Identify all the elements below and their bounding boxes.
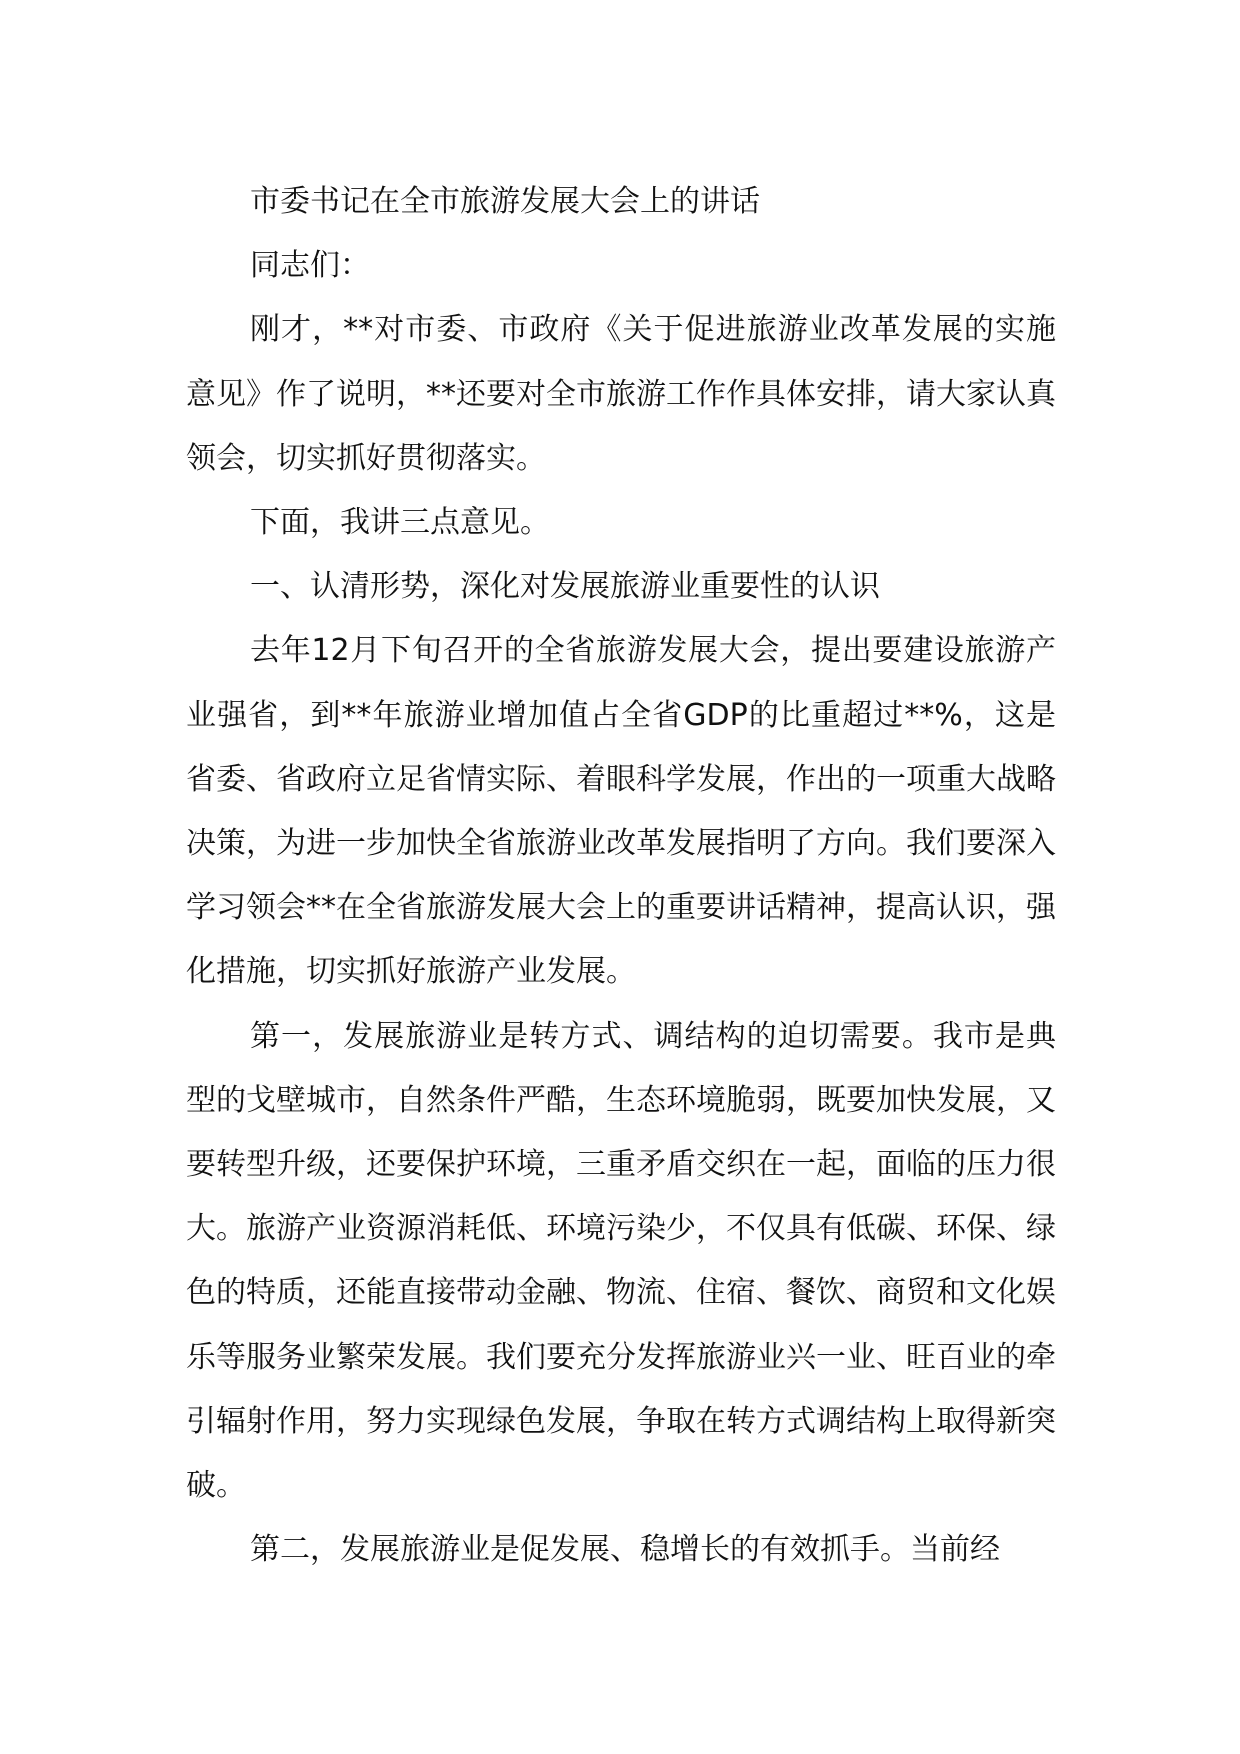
document-title: 市委书记在全市旅游发展大会上的讲话 [250, 184, 760, 219]
paragraph-outline: 下面，我讲三点意见。 [250, 505, 550, 541]
paragraph-point-1: 第一，发展旅游业是转方式、调结构的迫切需要。我市是典型的戈壁城市，自然条件严酷，生态环境脆弱，既要加快发展，又要转型升级，还要保护环境，三重矛盾交织在一起，面临的压力很大。旅游产业资源消耗低、环境污染少，不仅具有低碳、环保、绿色的特质，还能直接带动金融、物流、住宿、餐饮、商贸和文化娱乐等服务业繁荣发展。我们要充分发挥旅游业兴一业、旺百业的牵引辐射作用，努力实现绿色发展，争取在转方式调结构上取得新突破。 [186, 1018, 1056, 1504]
paragraph-provincial-conference: 去年12月下旬召开的全省旅游发展大会，提出要建设旅游产业强省，到**年旅游业增加值占全省GDP的比重超过**%，这是省委、省政府立足省情实际、着眼科学发展，作出的一项重大战略决策，为进一步加快全省旅游业改革发展指明了方向。我们要深入学习领会**在全省旅游发展大会上的重要讲话精神，提高认识，强化措施，切实抓好旅游产业发展。 [186, 633, 1056, 990]
section-heading-1: 一、认清形势，深化对发展旅游业重要性的认识 [250, 569, 880, 605]
paragraph-intro: 刚才，**对市委、市政府《关于促进旅游业改革发展的实施意见》作了说明，**还要对全市旅游工作作具体安排，请大家认真领会，切实抓好贯彻落实。 [186, 312, 1056, 476]
document-body [186, 170, 1056, 1582]
paragraph-point-2: 第二，发展旅游业是促发展、稳增长的有效抓手。当前经 [250, 1532, 1000, 1568]
salutation: 同志们： [250, 248, 370, 284]
